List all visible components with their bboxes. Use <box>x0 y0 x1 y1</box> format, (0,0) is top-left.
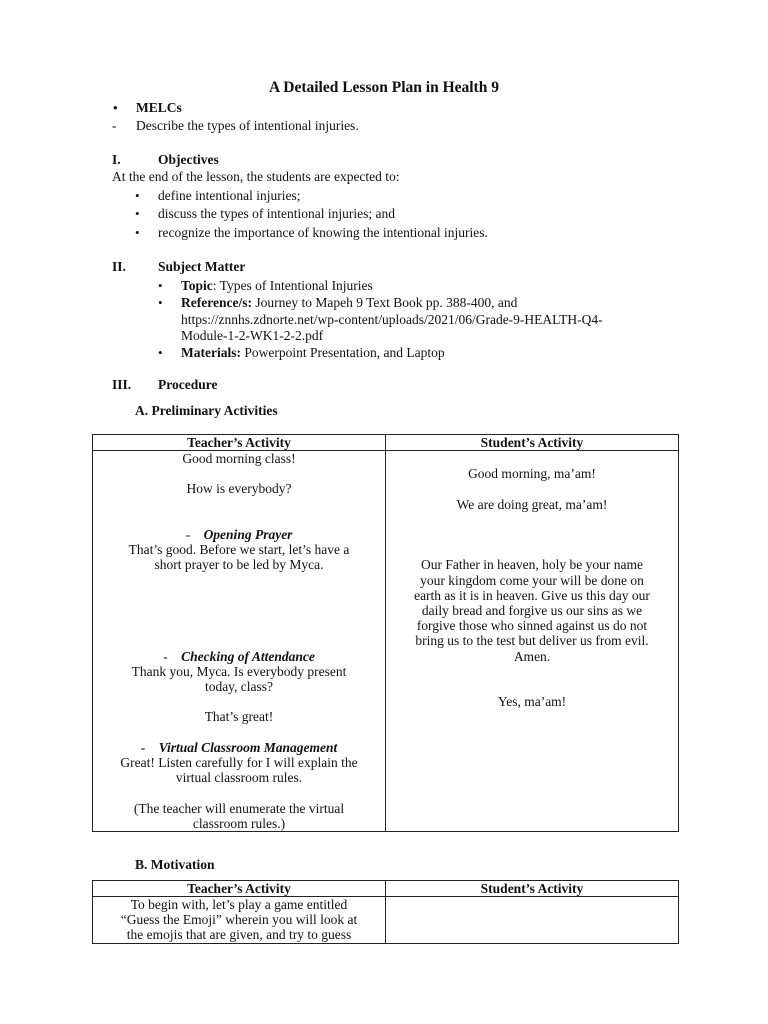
prayer-line: daily bread and forgive us our sins as we <box>421 602 643 618</box>
teacher-how: How is everybody? <box>186 481 292 497</box>
materials-line <box>181 344 445 361</box>
student-activity-header: Student’s Activity <box>386 881 679 897</box>
topic-value: : Types of Intentional Injuries <box>212 278 373 293</box>
table-row <box>93 897 679 944</box>
teacher-activity-header: Teacher’s Activity <box>93 881 386 897</box>
melcs-item: - Describe the types of intentional injuries. <box>136 117 359 134</box>
teacher-activity-header: Teacher’s Activity <box>93 435 386 451</box>
reference-label: Reference/s: <box>181 295 252 310</box>
teacher-prayer-line: That’s good. Before we start, let’s have a <box>128 542 350 558</box>
reference-value: Journey to Mapeh 9 Text Book pp. 388-400, and <box>251 295 518 310</box>
table-header-row <box>93 881 679 897</box>
prayer-line: forgive those who sinned against us do not <box>416 618 648 634</box>
reference-line <box>181 294 517 311</box>
student-activity-cell <box>386 897 679 944</box>
table-header-row <box>93 435 679 451</box>
procedure-heading: Procedure <box>158 377 218 392</box>
motivation-teacher-line: To begin with, let’s play a game entitled <box>130 897 348 912</box>
prayer-line: Amen. <box>513 648 551 664</box>
prayer-line: bring us to the test but deliver us from evil. <box>415 633 649 649</box>
virtual-classroom-subheading: - Virtual Classroom Management <box>140 739 338 755</box>
checking-attendance-subheading: - Checking of Attendance <box>163 648 315 664</box>
topic-label: Topic <box>181 278 213 293</box>
teacher-great: That’s great! <box>204 709 274 725</box>
teacher-enumerate-line: (The teacher will enumerate the virtual <box>133 800 345 816</box>
student-great: We are doing great, ma’am! <box>456 496 608 512</box>
opening-prayer-subheading: - Opening Prayer <box>185 526 293 542</box>
teacher-enumerate-line: classroom rules.) <box>192 815 286 831</box>
table-row <box>93 451 679 832</box>
subject-matter-heading: Subject Matter <box>158 259 246 274</box>
motivation-table <box>92 880 679 944</box>
student-activity-header: Student’s Activity <box>386 435 679 451</box>
section-b-heading: B. Motivation <box>135 857 215 872</box>
student-yes: Yes, ma’am! <box>497 694 567 710</box>
materials-label: Materials: <box>181 345 241 360</box>
melcs-heading: • MELCs <box>136 99 182 116</box>
student-activity-cell <box>386 451 679 832</box>
objective-item: • define intentional injuries; <box>158 187 300 204</box>
topic-line <box>181 277 373 294</box>
prayer-line: your kingdom come your will be done on <box>420 572 644 588</box>
teacher-prayer-line: short prayer to be led by Myca. <box>154 557 324 573</box>
teacher-attendance-line: Thank you, Myca. Is everybody present <box>131 663 347 679</box>
objectives-numeral: I. <box>112 152 121 167</box>
reference-url-line-1: https://znnhs.zdnorte.net/wp-content/uploads/2021/06/Grade-9-HEALTH-Q4- <box>181 312 603 327</box>
teacher-attendance-line: today, class? <box>204 678 274 694</box>
motivation-teacher-line: “Guess the Emoji” wherein you will look at <box>120 912 358 928</box>
procedure-numeral: III. <box>112 377 132 392</box>
teacher-virtual-line: virtual classroom rules. <box>175 770 303 786</box>
preliminary-activities-table <box>92 434 679 832</box>
document-title: A Detailed Lesson Plan in Health 9 <box>269 79 499 96</box>
teacher-greeting: Good morning class! <box>182 451 296 466</box>
teacher-virtual-line: Great! Listen carefully for I will explain the <box>120 754 358 770</box>
motivation-teacher-line: the emojis that are given, and try to guess <box>126 927 352 943</box>
reference-url-line-2: Module-1-2-WK1-2-2.pdf <box>181 328 324 343</box>
section-a-heading: A. Preliminary Activities <box>135 403 278 418</box>
teacher-activity-cell <box>93 897 386 944</box>
objective-item: • recognize the importance of knowing the intentional injuries. <box>158 224 488 241</box>
prayer-line: Our Father in heaven, holy be your name <box>421 557 643 573</box>
teacher-activity-cell <box>93 451 386 832</box>
objectives-heading: Objectives <box>158 152 219 167</box>
materials-value: Powerpoint Presentation, and Laptop <box>240 345 445 360</box>
prayer-line: earth as it is in heaven. Give us this day our <box>414 587 650 603</box>
subject-matter-numeral: II. <box>112 259 126 274</box>
student-greeting: Good morning, ma’am! <box>468 466 596 482</box>
objectives-intro: At the end of the lesson, the students are expected to: <box>112 169 400 184</box>
objective-item: • discuss the types of intentional injuries; and <box>158 205 395 222</box>
